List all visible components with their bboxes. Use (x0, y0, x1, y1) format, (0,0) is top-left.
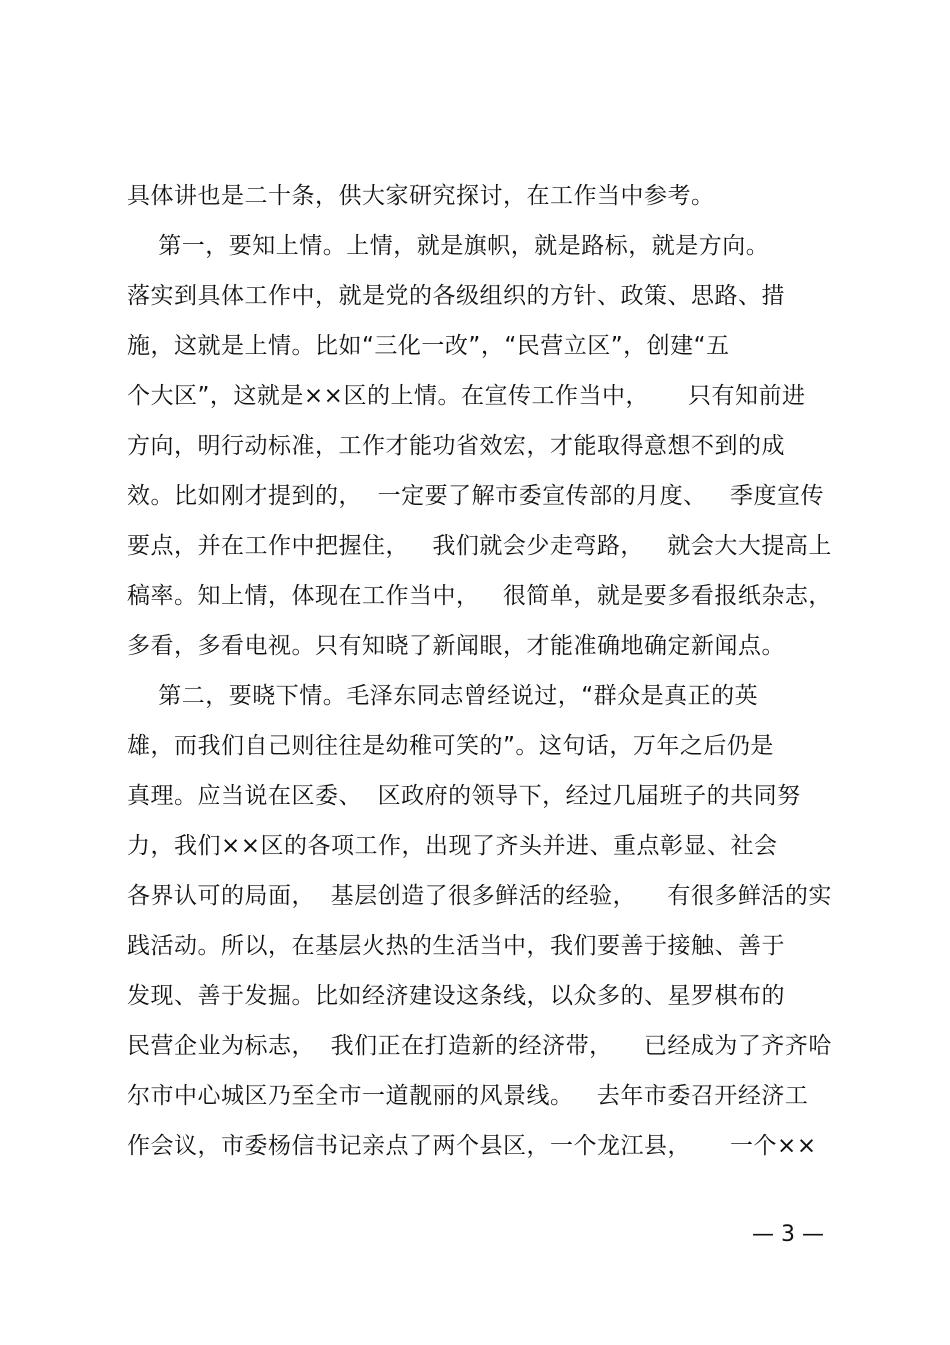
text-line: 作会议，市委杨信书记亲点了两个县区，一个龙江县， 一个×× (127, 1133, 817, 1159)
text-line: 方向，明行动标准，工作才能功省效宏，才能取得意想不到的成 (127, 433, 785, 459)
text-line: 第一，要知上情。上情，就是旗帜，就是路标，就是方向。 (127, 233, 770, 259)
text-line: 个大区”，这就是××区的上情。在宣传工作当中， 只有知前进 (127, 383, 806, 409)
text-line: 真理。应当说在区委、 区政府的领导下，经过几届班子的共同努 (127, 783, 801, 809)
text-line: 稿率。知上情，体现在工作当中， 很简单，就是要多看报纸杂志， (127, 583, 832, 609)
text-line: 施，这就是上情。比如“三化一改”，“民营立区”，创建“五 (127, 333, 730, 359)
text-line: 尔市中心城区乃至全市一道靓丽的风景线。 去年市委召开经济工 (127, 1083, 809, 1109)
page-number: — 3 — (752, 1222, 824, 1247)
text-line: 落实到具体工作中，就是党的各级组织的方针、政策、思路、措 (127, 283, 785, 309)
text-line: 民营企业为标志， 我们正在打造新的经济带， 已经成为了齐齐哈 (127, 1033, 832, 1059)
text-line: 多看，多看电视。只有知晓了新闻眼，才能准确地确定新闻点。 (127, 633, 785, 659)
text-line: 第二，要晓下情。毛泽东同志曾经说过，“群众是真正的英 (127, 683, 759, 709)
text-line: 要点，并在工作中把握住， 我们就会少走弯路， 就会大大提高上 (127, 533, 832, 559)
text-line: 力，我们××区的各项工作，出现了齐头并进、重点彰显、社会 (127, 833, 778, 859)
text-line: 具体讲也是二十条，供大家研究探讨，在工作当中参考。 (127, 183, 715, 209)
text-line: 践活动。所以，在基层火热的生活当中，我们要善于接触、善于 (127, 933, 785, 959)
text-line: 效。比如刚才提到的， 一定要了解市委宣传部的月度、 季度宣传 (127, 483, 825, 509)
text-line: 发现、善于发掘。比如经济建设这条线，以众多的、星罗棋布的 (127, 983, 785, 1009)
text-line: 各界认可的局面， 基层创造了很多鲜活的经验， 有很多鲜活的实 (127, 883, 832, 909)
text-line: 雄，而我们自己则往往是幼稚可笑的”。这句话，万年之后仍是 (127, 733, 774, 759)
